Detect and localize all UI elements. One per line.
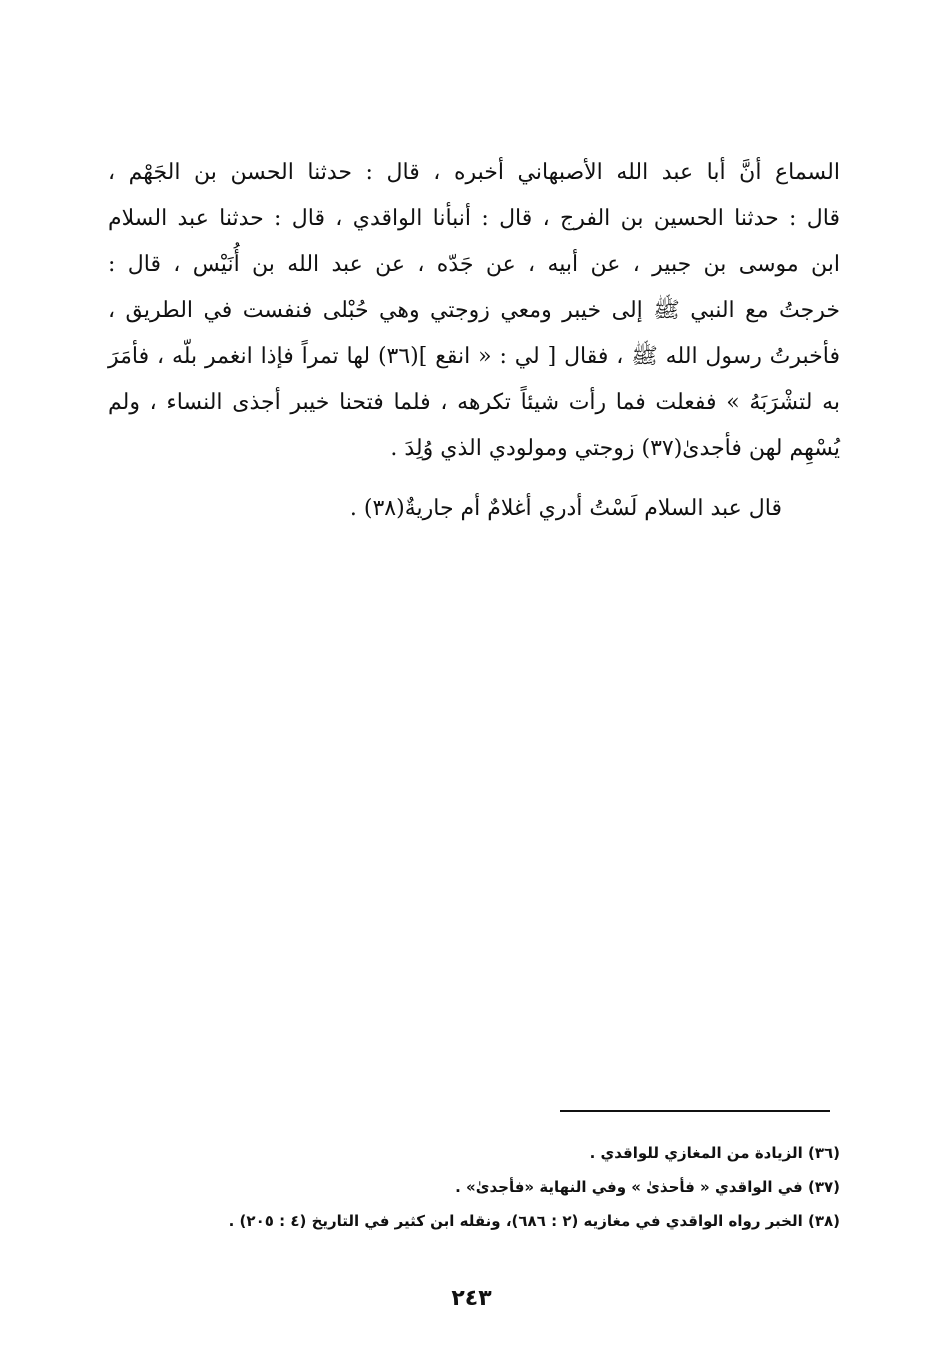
text-line-6: به لتشْرَبَهُ » ففعلت فما رأت شيئاً تكرهه ، فلما فتحنا خيبر أجذى النساء ، ولم [108, 390, 840, 415]
text-line-5: فأخبرتُ رسول الله ﷺ ، فقال [ لي : « انقع ](٣٦) لها تمراً فإذا انغمر بلّه ، فأمَرَ [108, 344, 840, 369]
text-line-2: قال : حدثنا الحسين بن الفرج ، قال : أنبأنا الواقدي ، قال : حدثنا عبد السلام [108, 206, 840, 231]
footnote-separator [560, 1110, 830, 1112]
footnote-37: (٣٧) في الواقدي « فأحذىٰ » وفي النهاية «فأجدىٰ» . [455, 1178, 840, 1196]
main-paragraph [108, 150, 840, 472]
text-line-7: يُسْهِم لهن فأجدىٰ(٣٧) زوجتي ومولودي الذي وُلِدَ . [390, 436, 840, 461]
text-line-3: ابن موسى بن جبير ، عن أبيه ، عن جَدّه ، عن عبد الله بن أُنَيْس ، قال : [108, 252, 840, 277]
footnotes [200, 1136, 840, 1238]
text-line-1: السماع أنَّ أبا عبد الله الأصبهاني أخبره ، قال : حدثنا الحسن بن الجَهْم ، [108, 160, 840, 185]
text-line-4: خرجتُ مع النبي ﷺ إلى خيبر ومعي زوجتي وهي حُبْلى فنفست في الطريق ، [108, 298, 840, 323]
page-number: ٢٤٣ [451, 1286, 492, 1311]
footnote-36: (٣٦) الزيادة من المغازي للواقدي . [589, 1144, 840, 1162]
second-paragraph: قال عبد السلام لَسْتُ أدري أغلامٌ أم جاريةٌ(٣٨) . [349, 496, 782, 521]
footnote-38: (٣٨) الخبر رواه الواقدي في مغازيه (٢ : ٦٨٦)، ونقله ابن كثير في التاريخ (٤ : ٢٠٥) . [228, 1212, 840, 1230]
